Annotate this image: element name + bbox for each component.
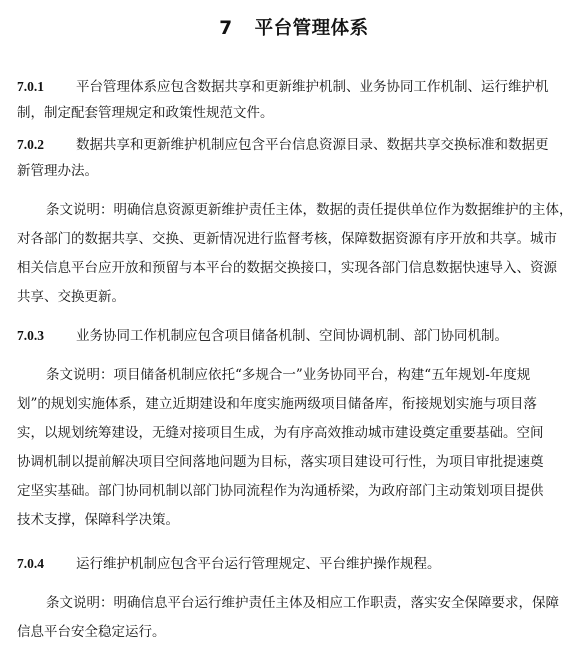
clause-number: 7.0.1 xyxy=(17,79,44,94)
explanation-text: 实，以规划统筹建设，无缝对接项目生成，为有序高效推动城市建设奠定重要基础。空间 xyxy=(17,425,544,441)
clause-text: 业务协同工作机制应包含项目储备机制、空间协调机制、部门协同机制。 xyxy=(76,328,508,344)
explanation-text: 划”的规划实施体系，建立近期建设和年度实施两级项目储备库，衔接规划实施与项目落 xyxy=(17,396,537,412)
explanation-text: 对各部门的数据共享、交换、更新情况进行监督考核，保障数据资源有序开放和共享。城市 xyxy=(17,231,557,247)
explanation-text: 协调机制以提前解决项目空间落地问题为目标，落实项目建设可行性，为项目审批提速奠 xyxy=(17,454,544,470)
explanation-text: 条文说明：项目储备机制应依托“多规合一”业务协同平台，构建“五年规划-年度规 xyxy=(46,367,531,383)
explanation-text: 条文说明：明确信息资源更新维护责任主体，数据的责任提供单位作为数据维护的主体， xyxy=(46,202,573,218)
clause-number: 7.0.4 xyxy=(17,556,44,571)
clause-number: 7.0.2 xyxy=(17,137,44,152)
explanation-text: 定坚实基础。部门协同机制以部门协同流程作为沟通桥梁，为政府部门主动策划项目提供 xyxy=(17,483,544,499)
explanation-text: 共享、交换更新。 xyxy=(17,289,125,305)
explanation-text: 相关信息平台应开放和预留与本平台的数据交换接口，实现各部门信息数据快速导入、资源 xyxy=(17,260,557,276)
clause-text: 运行维护机制应包含平台运行管理规定、平台维护操作规程。 xyxy=(76,556,441,572)
clause-text: 制，制定配套管理规定和政策性规范文件。 xyxy=(17,105,274,121)
clause-text: 数据共享和更新维护机制应包含平台信息资源目录、数据共享交换标准和数据更 xyxy=(76,137,549,153)
explanation-text: 技术支撑，保障科学决策。 xyxy=(17,512,179,528)
clause-text: 平台管理体系应包含数据共享和更新维护机制、业务协同工作机制、运行维护机 xyxy=(76,79,549,95)
explanation-text: 条文说明：明确信息平台运行维护责任主体及相应工作职责，落实安全保障要求，保障 xyxy=(46,595,559,611)
chapter-title-text: 平台管理体系 xyxy=(254,18,369,39)
clause-number: 7.0.3 xyxy=(17,328,44,343)
explanation-text: 信息平台安全稳定运行。 xyxy=(17,624,166,640)
chapter-number: 7 xyxy=(219,18,233,39)
clause-text: 新管理办法。 xyxy=(17,163,98,179)
chapter-title xyxy=(0,14,588,40)
